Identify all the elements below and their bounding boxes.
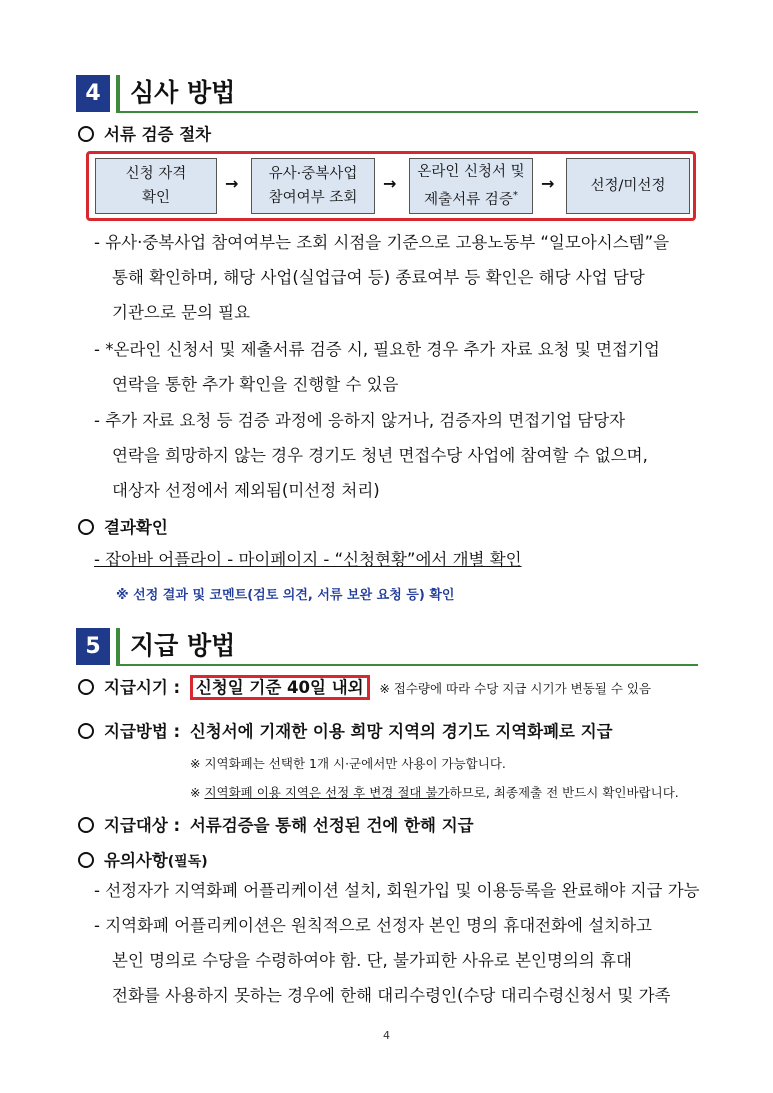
flow-arrow-icon: →: [383, 174, 397, 193]
section-number-5: 5: [76, 628, 110, 665]
flow-arrow-icon: →: [541, 174, 555, 193]
doc-verify-heading: [78, 121, 211, 145]
flow-step-2-line1: 유사·중복사업: [268, 166, 358, 182]
flow-step-1-line1: 신청 자격: [125, 166, 187, 182]
section-accent-bar: [116, 628, 120, 665]
circle-bullet-icon: [78, 519, 94, 535]
flow-step-2: [251, 158, 375, 214]
flow-step-3: [409, 158, 533, 214]
flow-arrow-icon: →: [225, 174, 239, 193]
method-note-2-prefix: ※: [190, 785, 205, 800]
bullet-line: 통해 확인하며, 해당 사업(실업급여 등) 종료여부 등 확인은 해당 사업 담당: [112, 268, 645, 287]
target-value: 서류검증을 통해 선정된 건에 한해 지급: [189, 816, 474, 835]
bullet-line: 본인 명의로 수당을 수령하여야 함. 단, 불가피한 사유로 본인명의의 휴대: [112, 951, 632, 970]
bullet-line: 대상자 선정에서 제외됨(미선정 처리): [112, 481, 380, 500]
method-value: 신청서에 기재한 이용 희망 지역의 경기도 지역화폐로 지급: [189, 722, 613, 741]
flow-step-1-line2: 확인: [141, 190, 170, 206]
flow-step-1: [95, 158, 217, 214]
bullet-line: - 선정자가 지역화폐 어플리케이션 설치, 회원가입 및 이용등록을 완료해야 지급 가능: [94, 881, 700, 900]
flow-step-3-sup: *: [512, 190, 518, 202]
bullet-line: 연락을 통한 추가 확인을 진행할 수 있음: [112, 375, 399, 394]
doc-verify-heading-text: 서류 검증 절차: [104, 125, 212, 144]
timing-row: [78, 675, 651, 702]
section-number-4: 4: [76, 75, 110, 112]
section-title-5: 지급 방법: [130, 631, 236, 660]
method-row: [78, 718, 613, 742]
bullet-line: - 유사·중복사업 참여여부는 조회 시점을 기준으로 고용노동부 “일모아시스템”을: [94, 233, 670, 252]
bullet-line: 전화를 사용하지 못하는 경우에 한해 대리수령인(수당 대리수령신청서 및 가족: [112, 986, 671, 1005]
result-note: ※ 선정 결과 및 코멘트(검토 의견, 서류 보완 요청 등) 확인: [116, 588, 455, 603]
circle-bullet-icon: [78, 852, 94, 868]
flow-step-4-line1: 선정/미선정: [590, 178, 666, 194]
result-bullet: - 잡아바 어플라이 - 마이페이지 - “신청현황”에서 개별 확인: [94, 550, 522, 569]
section-underline: [116, 664, 698, 666]
circle-bullet-icon: [78, 817, 94, 833]
bullet-line: 연락을 희망하지 않는 경우 경기도 청년 면접수당 사업에 참여할 수 없으며,: [112, 446, 648, 465]
circle-bullet-icon: [78, 126, 94, 142]
method-note-2-underlined: 지역화폐 이용 지역은 선정 후 변경 절대 불가: [204, 785, 450, 800]
section-underline: [116, 111, 698, 113]
section-accent-bar: [116, 75, 120, 112]
caution-heading-text: 유의사항: [104, 851, 168, 870]
flow-step-4: [566, 158, 690, 214]
bullet-line: 기관으로 문의 필요: [112, 303, 251, 322]
caution-heading: [78, 847, 208, 871]
page-number: 4: [383, 1029, 390, 1042]
flow-step-2-line2: 참여여부 조회: [268, 190, 358, 206]
flow-step-3-line2-wrap: [424, 184, 518, 212]
result-heading: [78, 514, 168, 538]
method-label: 지급방법 :: [104, 722, 181, 741]
method-note-1: ※ 지역화폐는 선택한 1개 시·군에서만 사용이 가능합니다.: [190, 756, 506, 771]
target-label: 지급대상 :: [104, 816, 181, 835]
method-note-2-suffix: 하므로, 최종제출 전 반드시 확인바랍니다.: [449, 785, 679, 800]
flow-step-3-line2: 제출서류 검증: [424, 191, 513, 208]
section-title-4: 심사 방법: [130, 78, 236, 107]
method-note-2: [190, 783, 679, 801]
circle-bullet-icon: [78, 679, 94, 695]
flow-step-3-line1: 온라인 신청서 및: [417, 164, 525, 181]
bullet-line: - 추가 자료 요청 등 검증 과정에 응하지 않거나, 검증자의 면접기업 담당자: [94, 411, 626, 430]
caution-heading-suffix: (필독): [167, 854, 208, 870]
timing-label: 지급시기 :: [104, 678, 181, 697]
circle-bullet-icon: [78, 723, 94, 739]
timing-value: 신청일 기준 40일 내외: [190, 675, 370, 700]
bullet-line: - *온라인 신청서 및 제출서류 검증 시, 필요한 경우 추가 자료 요청 및 면접기업: [94, 340, 660, 359]
bullet-line: - 지역화폐 어플리케이션은 원칙적으로 선정자 본인 명의 휴대전화에 설치하고: [94, 916, 652, 935]
result-heading-text: 결과확인: [104, 518, 168, 537]
target-row: [78, 812, 474, 836]
timing-note: ※ 접수량에 따라 수당 지급 시기가 변동될 수 있음: [379, 681, 652, 696]
